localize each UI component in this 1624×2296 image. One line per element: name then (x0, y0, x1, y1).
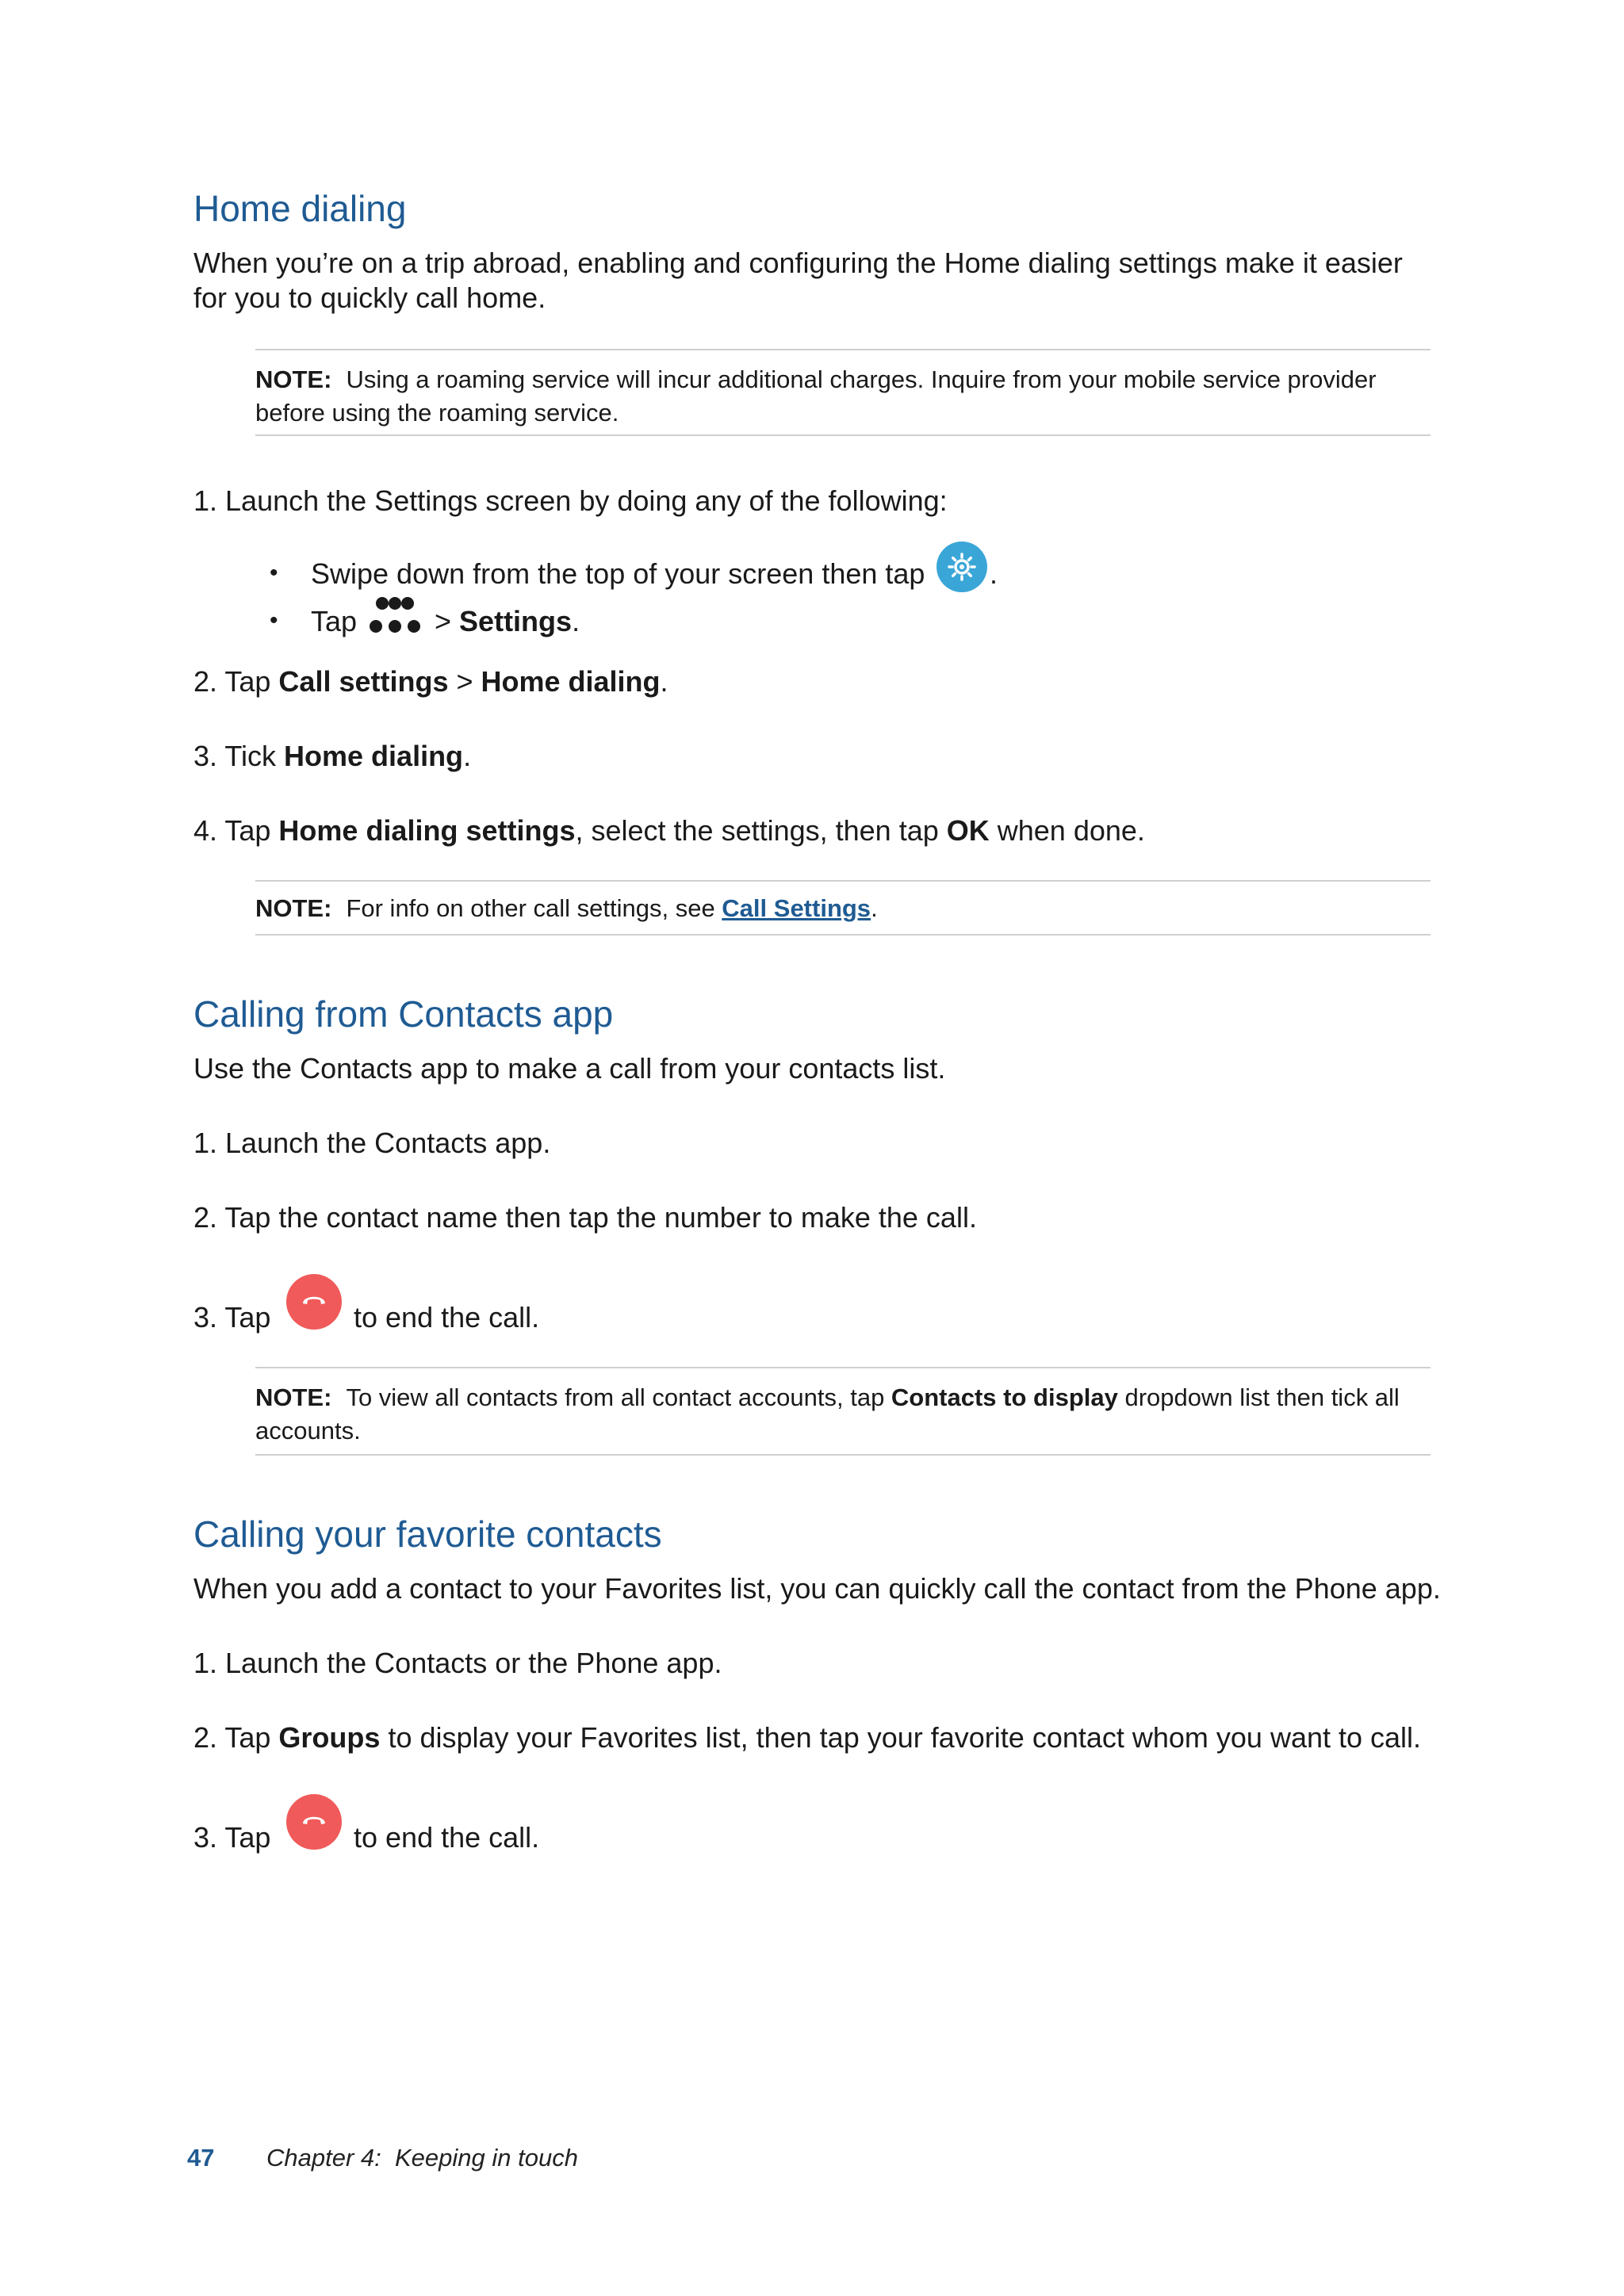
bullet-1-text: Swipe down from the top of your screen then tap (311, 557, 925, 590)
note-contacts-to-display (255, 1367, 1431, 1456)
contacts-step-1: 1. Launch the Contacts app. (193, 1127, 551, 1159)
home-step-2 (193, 664, 668, 699)
note-text: For info on other call settings, see (346, 894, 722, 922)
home-step-4 (193, 813, 1145, 848)
bullet-2-end: . (572, 605, 580, 637)
bullet-2-line (435, 604, 580, 639)
bullet-2-tap: Tap (311, 605, 358, 637)
note-text: dropdown list then tick all accounts. (255, 1383, 1400, 1445)
step-sep: > (448, 665, 481, 698)
contacts-step-3-prefix: 3. Tap (193, 1301, 271, 1334)
gear-icon (936, 541, 988, 593)
section-title-home-dialing: Home dialing (193, 188, 407, 229)
section-title-favorites: Calling your favorite contacts (193, 1513, 662, 1555)
favorites-step-3-suffix: to end the call. (354, 1821, 540, 1854)
home-dialing-intro: When you’re on a trip abroad, enabling and configuring the Home dialing settings make it easier for you to quickly call home. (193, 247, 1403, 314)
bullet-2-bold: Settings (459, 605, 573, 637)
step-bold: Home dialing settings (278, 814, 576, 847)
step-bold: Call settings (278, 665, 449, 698)
contacts-intro: Use the Contacts app to make a call from your contacts list. (193, 1052, 946, 1085)
page-number: 47 (187, 2144, 215, 2172)
step-bold: OK (946, 814, 990, 847)
bullet-dot: • (270, 607, 278, 633)
note-label: NOTE: (255, 894, 332, 922)
call-settings-link[interactable]: Call Settings (722, 894, 871, 922)
step-prefix: 2. Tap (193, 665, 279, 698)
bullet-dot: • (270, 560, 278, 586)
step-bold: Home dialing (284, 740, 464, 772)
home-step-1: 1. Launch the Settings screen by doing any of the following: (193, 484, 948, 517)
favorites-intro: When you add a contact to your Favorites list, you can quickly call the contact from the Phone app. (193, 1572, 1441, 1605)
section-title-contacts-app: Calling from Contacts app (193, 993, 614, 1035)
end-call-icon (285, 1793, 343, 1850)
step-bold: Home dialing (481, 665, 661, 698)
step-prefix: 3. Tick (193, 740, 285, 772)
home-step-3 (193, 739, 471, 774)
contacts-step-2: 2. Tap the contact name then tap the number to make the call. (193, 1201, 977, 1234)
step-rest: to display your Favorites list, then tap your favorite contact whom you want to call. (380, 1721, 1422, 1754)
favorites-step-3-prefix: 3. Tap (193, 1821, 271, 1854)
all-apps-icon (366, 596, 423, 636)
bullet-2-sep: > (435, 605, 452, 637)
step-end: when done. (989, 814, 1145, 847)
step-end: . (463, 740, 472, 772)
note-text: To view all contacts from all contact accounts, tap (346, 1383, 891, 1411)
step-prefix: 2. Tap (193, 1721, 279, 1754)
bullet-1-end: . (990, 557, 998, 590)
step-prefix: 4. Tap (193, 814, 279, 847)
note-call-settings (255, 880, 1431, 936)
end-call-icon (285, 1273, 343, 1330)
note-bold: Contacts to display (891, 1383, 1118, 1411)
note-label: NOTE: (255, 1383, 332, 1411)
step-end: . (660, 665, 668, 698)
note-end: . (871, 894, 878, 922)
note-text: Using a roaming service will incur additional charges. Inquire from your mobile service provider before using the roaming service. (255, 365, 1377, 427)
note-label: NOTE: (255, 365, 332, 393)
step-mid: , select the settings, then tap (575, 814, 947, 847)
chapter-title: Chapter 4: Keeping in touch (266, 2144, 578, 2172)
favorites-step-2 (193, 1720, 1421, 1755)
favorites-step-1: 1. Launch the Contacts or the Phone app. (193, 1647, 722, 1679)
step-bold: Groups (278, 1721, 381, 1754)
contacts-step-3-suffix: to end the call. (354, 1301, 540, 1334)
note-roaming (255, 349, 1431, 436)
